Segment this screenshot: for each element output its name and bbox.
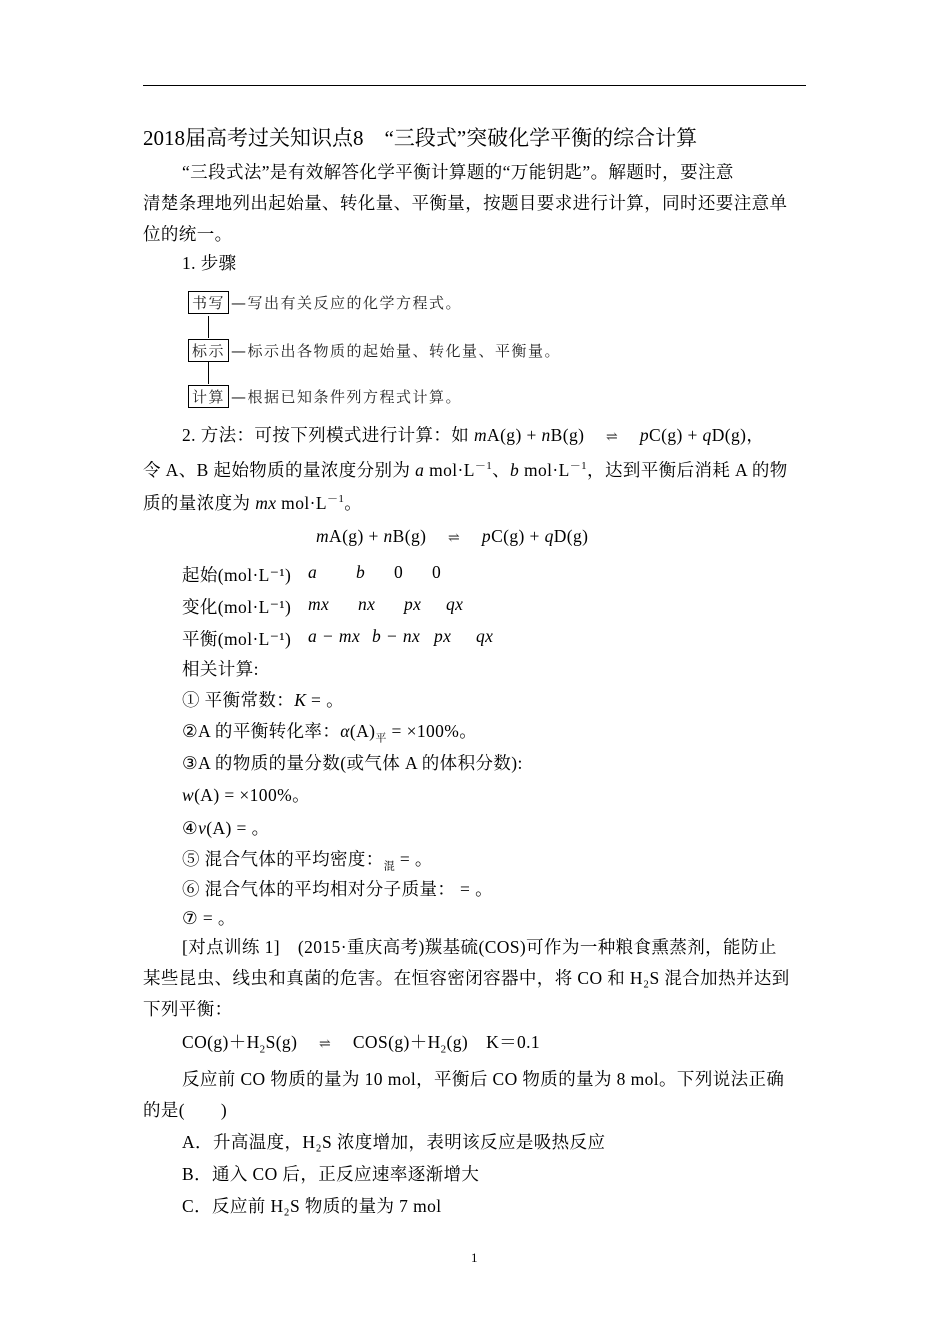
calc-text: = 。 [395,849,433,869]
method-text: ，达到平衡后消耗 A 的物 [587,460,788,480]
equilibrium-arrow-icon: ⇌ [319,1037,332,1052]
step-mark [188,339,561,362]
step-text-calc: —根据已知条件列方程式计算。 [231,388,463,406]
table-row-equilibrium [182,626,494,651]
step-connector [208,316,209,338]
calc-alpha: ②A 的平衡转化率：$\alpha(A)_平 = \times 100\%$。 [182,721,478,745]
method-text: 质的量浓度为 [143,493,251,513]
calc-seven: ⑦ = 。 [182,908,236,928]
exercise-line-3: 下列平衡： [143,999,233,1019]
table-row-start [182,562,442,587]
row-value: mx [308,594,330,614]
question-line-1: 反应前 CO 物质的量为 10 mol，平衡后 CO 物质的量为 8 mol。下列说法正确 [182,1069,785,1089]
table-row-change [182,594,464,619]
page-number: 1 [471,1250,478,1265]
calc-w: w(A) = ×100%。 [182,785,310,805]
step-text-write: —写出有关反应的化学方程式。 [231,294,463,312]
calc-k: ① 平衡常数：K = 。 [182,690,344,710]
row-value: 0 [394,562,404,582]
step-write [188,291,462,314]
row-value: b − nx [372,626,421,646]
method-line-3: 质的量浓度为 mx $mol\cdot L^{-1}$。 [143,493,363,513]
exercise-equation: $CO(g)+H_2S(g)$ ⇌ $COS(g)+H_2(g)$ K＝0.1 [182,1032,541,1056]
method-line-1: 2. 方法：可按下列模式进行计算：如 mA(g) + nB(g) ⇌ pC(g) + qD(g)， [182,425,765,445]
calc-heading: 相关计算: [182,659,259,679]
intro-line-1: “三段式法”是有效解答化学平衡计算题的“万能钥匙”。解题时，要注意 [182,162,734,182]
document-title: 2018届高考过关知识点8 “三段式”突破化学平衡的综合计算 [143,126,698,150]
calc-m: ⑥ 混合气体的平均相对分子质量： = 。 [182,879,493,899]
equilibrium-arrow-icon: ⇌ [606,430,619,445]
method-label: 2. 方法：可按下列模式进行计算：如 [182,425,470,445]
calc-rho [182,846,433,874]
row-value: b [356,562,366,582]
row-value: a [308,562,318,582]
step-text-mark: —标示出各物质的起始量、转化量、平衡量。 [231,342,562,360]
step-connector [208,362,209,384]
step-box-calc: 计算 [188,385,229,408]
equilibrium-constant: K＝0.1 [486,1032,541,1052]
step-calc [188,385,462,408]
row-value: px [434,626,452,646]
intro-line-3: 位的统一。 [143,224,233,244]
option-a: A．升高温度，H₂S 浓度增加，表明该反应是吸热反应 [182,1132,606,1152]
step-box-mark: 标示 [188,339,229,362]
calc-v: ④v(A) = 。 [182,818,270,838]
calc-text: ① 平衡常数： [182,690,295,710]
exercise-line-2: 某些昆虫、线虫和真菌的危害。在恒容密闭容器中，将 CO 和 H₂S 混合加热并达到 [143,968,790,988]
calc-text: (A) = 。 [206,818,270,838]
row-value: qx [446,594,464,614]
reaction-equation: mA(g) + nB(g) ⇌ pC(g) + qD(g) [316,526,589,546]
calc-text: ⑤ 混合气体的平均密度： [182,849,384,869]
row-value: nx [358,594,376,614]
row-value: px [404,594,422,614]
exercise-line-1: [对点训练 1] (2015·重庆高考)羰基硫(COS)可作为一种粮食熏蒸剂，能防止 [182,937,777,957]
row-value: qx [476,626,494,646]
method-line-2: 令 A、B 起始物质的量浓度分别为 a $mol\cdot L^{-1}$、b $mol\cdot L^{-1}$，达到平衡后消耗 A 的物 [143,460,788,480]
section-steps-heading: 1. 步骤 [182,253,237,273]
option-c: C．反应前 H₂S 物质的量为 7 mol [182,1196,442,1216]
header-rule [143,85,806,86]
method-text: 令 A、B 起始物质的量浓度分别为 [143,460,411,480]
calc-sub: 混 [383,860,396,873]
calc-text: (A) = ×100%。 [194,785,310,805]
step-box-write: 书写 [188,291,229,314]
row-label: 变化(mol·L⁻¹) [182,597,292,617]
intro-line-2: 清楚条理地列出起始量、转化量、平衡量，按题目要求进行计算，同时还要注意单 [143,193,788,213]
row-value: 0 [432,562,442,582]
calc-text: ②A 的平衡转化率： [182,721,341,741]
row-label: 起始(mol·L⁻¹) [182,565,292,585]
row-value: a − mx [308,626,361,646]
question-line-2: 的是( ) [143,1100,228,1120]
equilibrium-arrow-icon: ⇌ [448,531,461,546]
option-b: B．通入 CO 后，正反应速率逐渐增大 [182,1164,480,1184]
calc-w-heading: ③A 的物质的量分数(或气体 A 的体积分数): [182,753,523,773]
row-label: 平衡(mol·L⁻¹) [182,629,292,649]
